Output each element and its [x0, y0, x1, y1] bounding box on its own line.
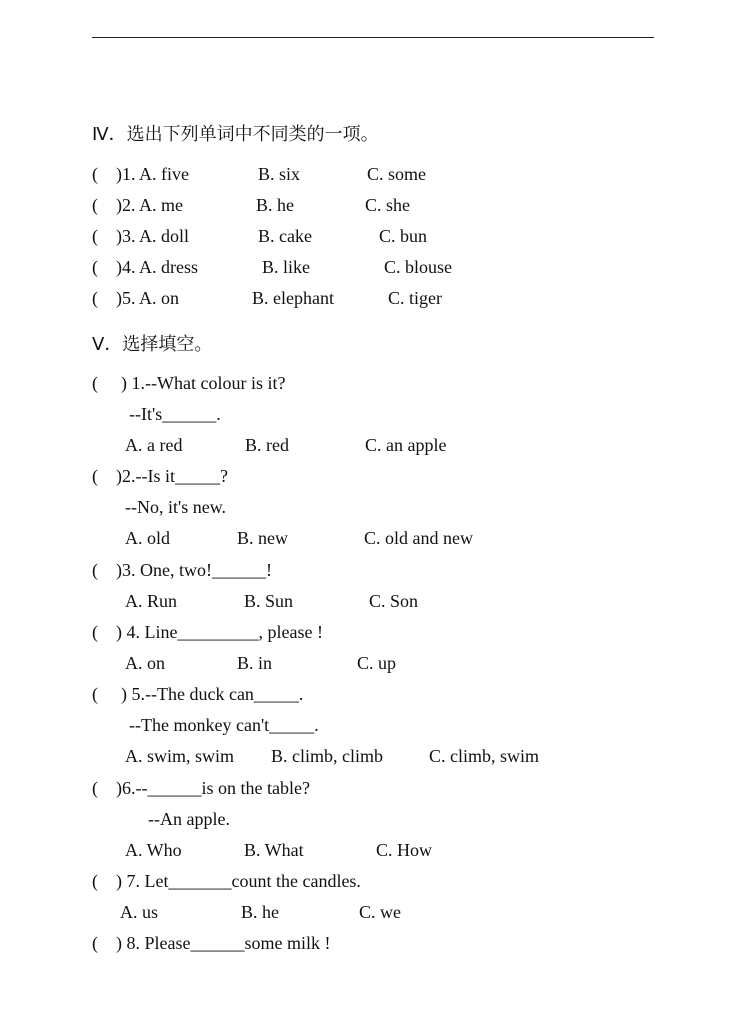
option-a: A. us	[120, 902, 159, 922]
option-b: B. cake	[258, 226, 312, 246]
option-c: C. blouse	[384, 257, 453, 277]
option-c: C. old and new	[364, 528, 473, 548]
question-stem: ) 4. Line_________, please !	[116, 622, 323, 642]
question-reply: --It's______.	[129, 404, 221, 424]
option-c: C. Son	[369, 591, 419, 611]
question-stem: ) 7. Let_______count the candles.	[116, 871, 361, 891]
answer-paren: (	[92, 560, 98, 580]
answer-paren: (	[92, 871, 98, 891]
option-b: B. climb, climb	[271, 746, 383, 766]
option-a: A. on	[125, 653, 165, 673]
question-reply: --The monkey can't_____.	[129, 715, 319, 735]
option-b: B. red	[245, 435, 289, 455]
answer-paren: (	[92, 164, 98, 184]
question-stem: )6.--______is on the table?	[116, 778, 310, 798]
question-reply: --No, it's new.	[125, 497, 227, 517]
option-b: B. he	[241, 902, 279, 922]
section-5-title: Ⅴ．选择填空。	[92, 334, 213, 355]
question-stem: ) 5.--The duck can_____.	[121, 684, 304, 704]
answer-paren: (	[92, 226, 98, 246]
question-stem: )3. One, two!______!	[116, 560, 272, 580]
header-rule	[92, 37, 654, 38]
option-c: C. How	[376, 840, 433, 860]
section-4-title: Ⅳ．选出下列单词中不同类的一项。	[92, 124, 379, 145]
answer-paren: (	[92, 684, 98, 704]
question-number-option-a: )5. A. on	[116, 288, 179, 308]
option-a: A. old	[125, 528, 170, 548]
option-c: C. she	[365, 195, 410, 215]
question-number-option-a: )4. A. dress	[116, 257, 198, 277]
question-number-option-a: )2. A. me	[116, 195, 183, 215]
option-c: C. climb, swim	[429, 746, 540, 766]
option-c: C. an apple	[365, 435, 447, 455]
option-b: B. like	[262, 257, 310, 277]
question-number-option-a: )1. A. five	[116, 164, 189, 184]
answer-paren: (	[92, 288, 98, 308]
answer-paren: (	[92, 257, 98, 277]
option-a: A. swim, swim	[125, 746, 235, 766]
answer-paren: (	[92, 933, 98, 953]
option-a: A. Who	[125, 840, 182, 860]
answer-paren: (	[92, 622, 98, 642]
option-a: A. Run	[125, 591, 178, 611]
option-c: C. tiger	[388, 288, 442, 308]
option-b: B. What	[244, 840, 304, 860]
question-reply: --An apple.	[148, 809, 230, 829]
option-c: C. bun	[379, 226, 428, 246]
question-number-option-a: )3. A. doll	[116, 226, 190, 246]
option-b: B. new	[237, 528, 288, 548]
option-b: B. in	[237, 653, 273, 673]
option-b: B. six	[258, 164, 301, 184]
option-c: C. up	[357, 653, 397, 673]
option-c: C. some	[367, 164, 427, 184]
question-stem: )2.--Is it_____?	[116, 466, 228, 486]
answer-paren: (	[92, 373, 98, 393]
question-stem: ) 1.--What colour is it?	[121, 373, 286, 393]
option-c: C. we	[359, 902, 401, 922]
answer-paren: (	[92, 466, 98, 486]
option-b: B. he	[256, 195, 294, 215]
answer-paren: (	[92, 195, 98, 215]
answer-paren: (	[92, 778, 98, 798]
option-a: A. a red	[125, 435, 183, 455]
option-b: B. elephant	[252, 288, 334, 308]
question-stem: ) 8. Please______some milk !	[116, 933, 331, 953]
option-b: B. Sun	[244, 591, 294, 611]
